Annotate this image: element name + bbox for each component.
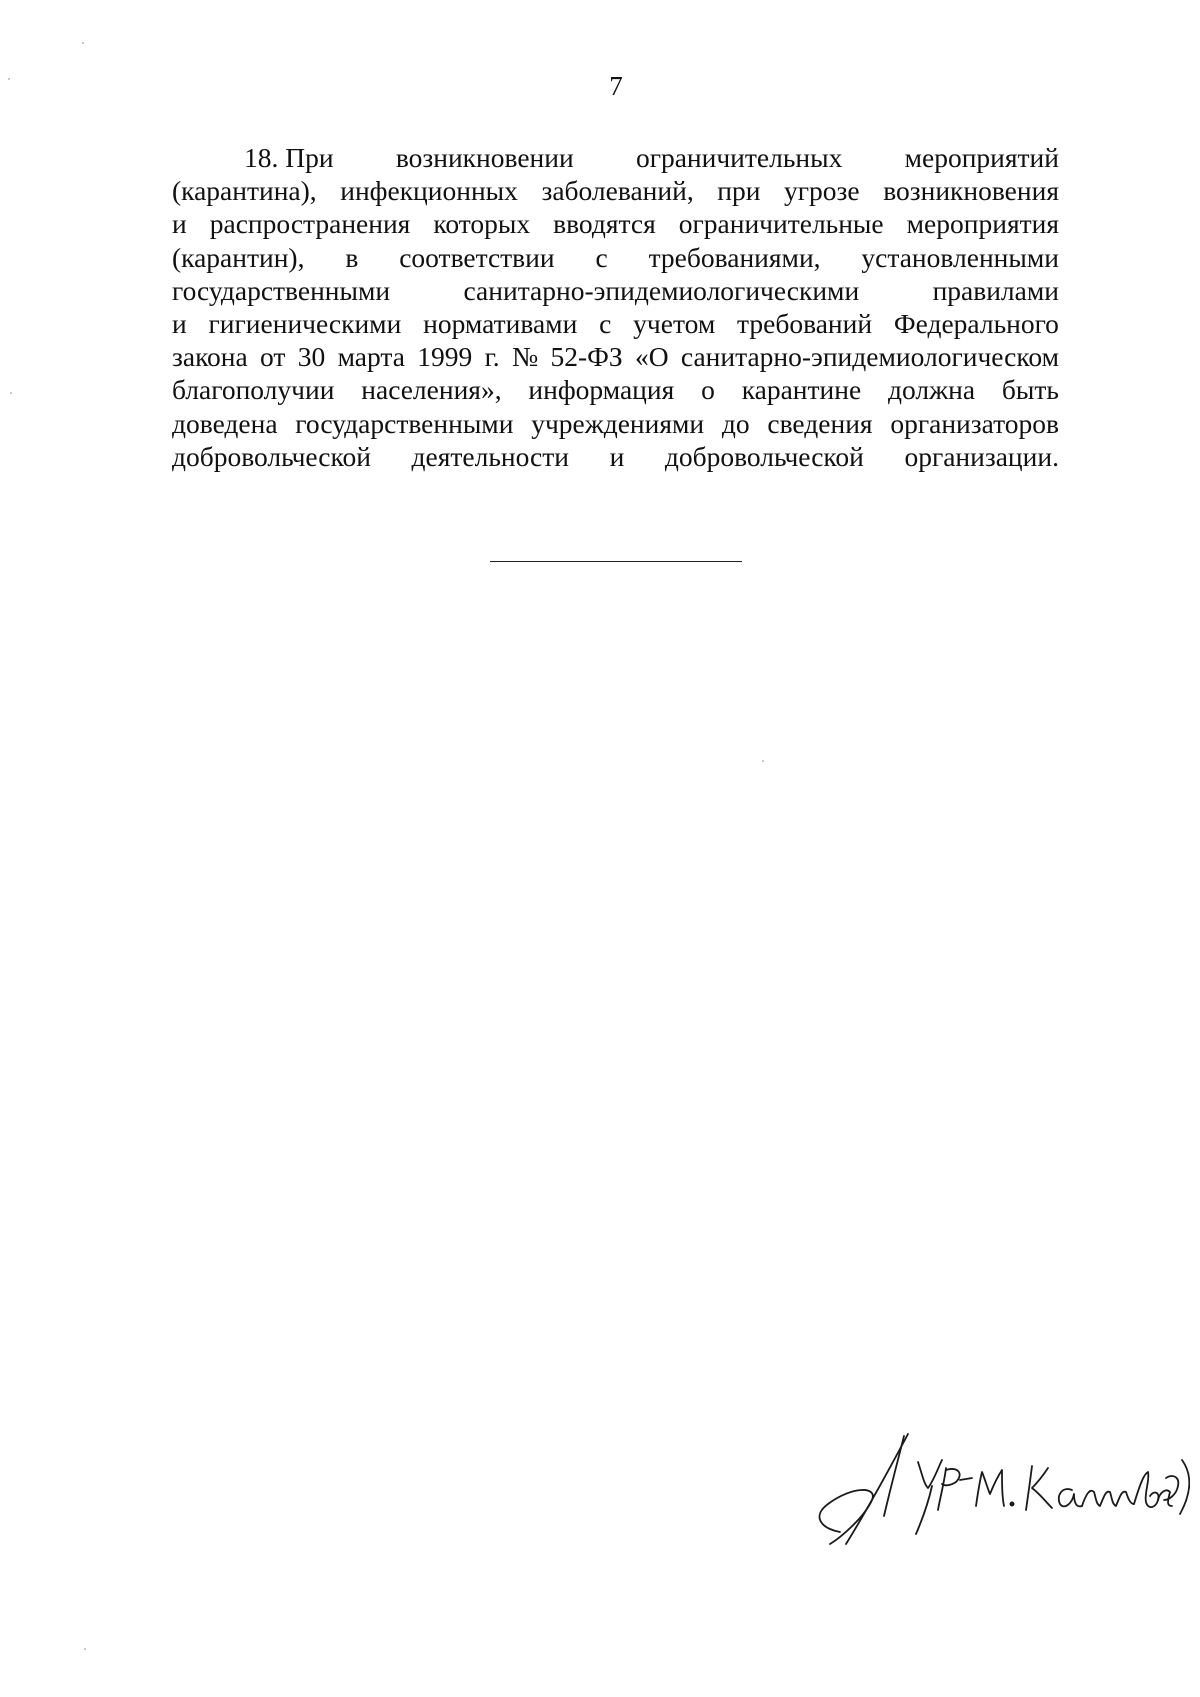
text-line bbox=[172, 407, 1059, 440]
word: 52-ФЗ bbox=[550, 341, 623, 373]
word: учетом bbox=[633, 307, 716, 339]
word: ограничительных bbox=[635, 142, 843, 173]
text-line bbox=[172, 207, 1059, 240]
word: при bbox=[717, 175, 761, 207]
word: правилами bbox=[932, 274, 1059, 306]
text-line bbox=[172, 440, 1059, 473]
text-line bbox=[172, 307, 1059, 340]
scan-speck bbox=[10, 392, 12, 394]
word: санитарно-эпидемиологическом bbox=[680, 341, 1059, 373]
word: требований bbox=[737, 307, 873, 339]
word: установленными bbox=[861, 241, 1059, 273]
text-line bbox=[172, 274, 1059, 307]
word: до bbox=[721, 407, 750, 439]
end-of-text-rule bbox=[490, 561, 742, 562]
word: возникновения bbox=[883, 175, 1059, 207]
word: с bbox=[599, 307, 612, 339]
text-line bbox=[172, 241, 1059, 274]
word: 1999 bbox=[417, 341, 473, 373]
word: и bbox=[172, 208, 187, 240]
word: ограничительные bbox=[678, 208, 884, 240]
word: добровольческой bbox=[664, 440, 864, 472]
word: нормативами bbox=[423, 307, 578, 339]
word: возникновении bbox=[395, 142, 574, 173]
word: о bbox=[701, 374, 715, 406]
word: должна bbox=[888, 374, 976, 406]
word: населения», bbox=[361, 374, 502, 406]
word: добровольческой bbox=[172, 440, 371, 472]
word: требованиями, bbox=[648, 241, 821, 273]
handwritten-signature bbox=[800, 1420, 1190, 1550]
word: «О bbox=[634, 341, 669, 373]
word: доведена bbox=[172, 407, 278, 439]
scan-speck bbox=[762, 760, 764, 762]
word: заболеваний, bbox=[541, 175, 694, 207]
word: Федерального bbox=[893, 307, 1059, 339]
word: инфекционных bbox=[340, 175, 518, 207]
word: гигиеническими bbox=[208, 307, 402, 339]
word: организаторов bbox=[890, 407, 1059, 439]
paragraph-18 bbox=[172, 141, 1059, 473]
word: соответствии bbox=[399, 241, 555, 273]
scan-speck bbox=[84, 1648, 86, 1650]
word: мероприятий bbox=[904, 142, 1059, 173]
word: быть bbox=[1001, 374, 1059, 406]
word: деятельности bbox=[411, 440, 569, 472]
text-line bbox=[172, 340, 1059, 373]
word: организации. bbox=[904, 440, 1059, 472]
word: закона bbox=[172, 341, 248, 373]
word: (карантин), bbox=[172, 241, 305, 273]
word: угрозе bbox=[784, 175, 860, 207]
word: карантине bbox=[741, 374, 862, 406]
word: вводятся bbox=[553, 208, 656, 240]
word: информация bbox=[528, 374, 675, 406]
text-line bbox=[172, 141, 1059, 174]
word: 30 bbox=[297, 341, 326, 373]
scan-speck bbox=[82, 42, 84, 44]
word: санитарно-эпидемиологическими bbox=[463, 274, 860, 306]
word: учреждениями bbox=[531, 407, 705, 439]
word: и bbox=[609, 440, 625, 472]
word: мероприятия bbox=[906, 208, 1059, 240]
word: 18. При bbox=[244, 142, 334, 173]
word: государственными bbox=[172, 274, 391, 306]
text-line bbox=[172, 373, 1059, 406]
word: которых bbox=[433, 208, 531, 240]
page-number: 7 bbox=[609, 71, 623, 101]
word: от bbox=[260, 341, 286, 373]
word: № bbox=[511, 341, 539, 373]
text-line bbox=[172, 174, 1059, 207]
word: сведения bbox=[767, 407, 873, 439]
word: г. bbox=[484, 341, 500, 373]
scan-speck bbox=[8, 78, 10, 80]
word: распространения bbox=[209, 208, 411, 240]
word: государственными bbox=[295, 407, 514, 439]
word: благополучии bbox=[172, 374, 335, 406]
word: и bbox=[172, 307, 187, 339]
word: (карантина), bbox=[172, 175, 317, 207]
word: с bbox=[595, 241, 608, 273]
word: марта bbox=[337, 341, 405, 373]
word: в bbox=[345, 241, 359, 273]
